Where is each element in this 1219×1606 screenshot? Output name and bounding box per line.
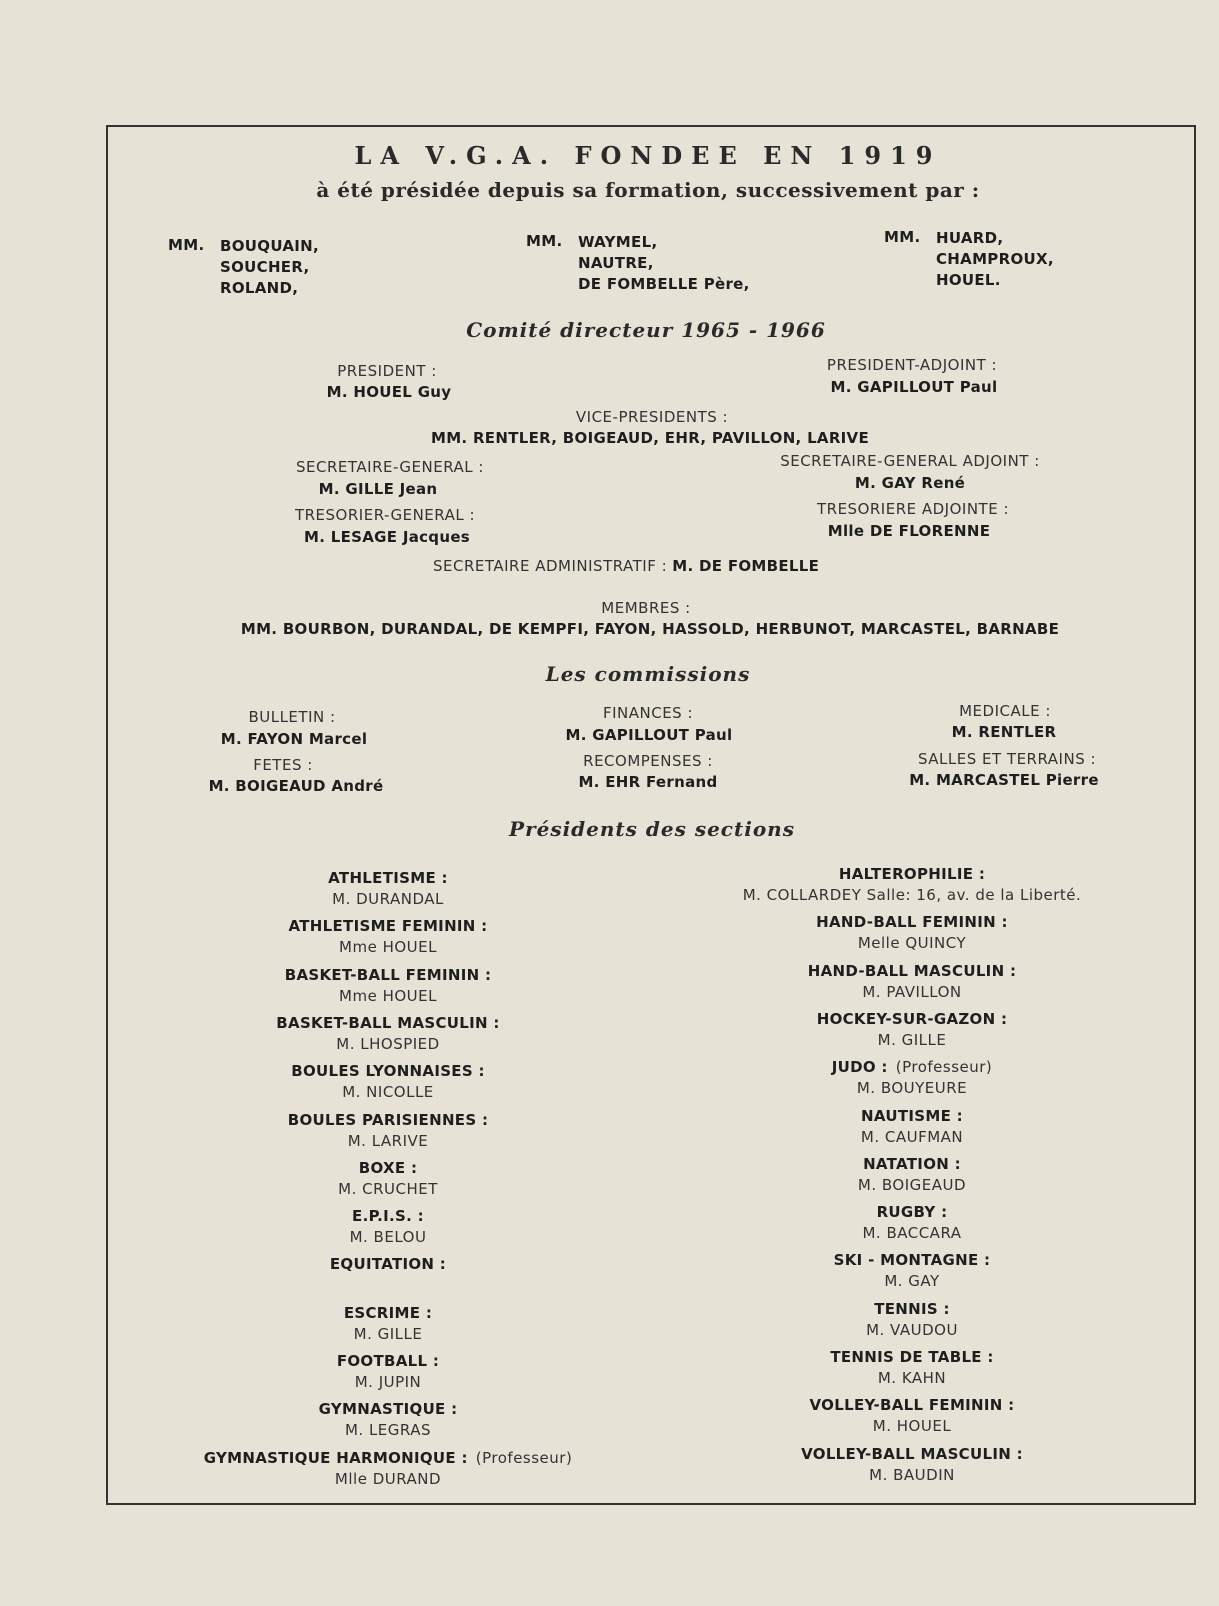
- past-presidents-group-2: [578, 232, 750, 295]
- commission-name: M. EHR Fernand: [578, 773, 718, 791]
- commissions-heading: Les commissions: [545, 662, 751, 686]
- section-note: (Professeur): [895, 1058, 993, 1077]
- section-note: (Professeur): [475, 1448, 573, 1467]
- past-presidents-group-1: [220, 236, 319, 299]
- section-label: [352, 1207, 424, 1225]
- commission-name: M. GAPILLOUT Paul: [565, 726, 733, 744]
- commission-name: M. RENTLER: [951, 723, 1057, 741]
- secretary-general-adjoint-label: SECRETAIRE-GENERAL ADJOINT :: [780, 452, 1040, 470]
- section-label: [276, 1014, 499, 1032]
- section-label: [810, 1396, 1015, 1414]
- secretary-general-name: M. GILLE Jean: [318, 480, 438, 498]
- treasurer-general-label: TRESORIER-GENERAL :: [294, 506, 476, 524]
- administrative-secretary-label: SECRETAIRE ADMINISTRATIF :: [433, 557, 668, 575]
- past-presidents-group-3: [936, 228, 1054, 291]
- section-label-text: EQUITATION :: [329, 1255, 447, 1274]
- section-label-text: FOOTBALL :: [336, 1352, 440, 1370]
- section-president: M. BAUDIN: [869, 1465, 955, 1484]
- section-president: M. COLLARDEY Salle: 16, av. de la Liberté.: [742, 886, 1082, 904]
- section-president: M. BELOU: [349, 1228, 427, 1247]
- vice-presidents-names: MM. RENTLER, BOIGEAUD, EHR, PAVILLON, LARIVE: [430, 429, 870, 447]
- section-label-text: E.P.I.S. :: [352, 1207, 424, 1226]
- section-label-text: GYMNASTIQUE :: [318, 1400, 458, 1419]
- section-label-text: TENNIS DE TABLE :: [830, 1348, 994, 1366]
- section-president: M. LEGRAS: [344, 1421, 432, 1440]
- section-label-text: HALTEROPHILIE :: [838, 865, 986, 883]
- treasurer-adjoint-name: Mlle DE FLORENNE: [827, 522, 991, 540]
- section-president: M. BOUYEURE: [856, 1079, 968, 1098]
- treasurer-adjoint-label: TRESORIERE ADJOINTE :: [816, 500, 1010, 518]
- secretary-general-label: SECRETAIRE-GENERAL :: [296, 458, 484, 476]
- past-presidents-prefix-3: MM.: [884, 228, 921, 246]
- commission-name: M. BOIGEAUD André: [208, 777, 384, 795]
- section-label: [289, 917, 488, 935]
- section-label-text: BOULES PARISIENNES :: [287, 1110, 489, 1129]
- section-president: M. LARIVE: [347, 1131, 429, 1150]
- section-label: [817, 1010, 1008, 1028]
- section-label-text: SKI - MONTAGNE :: [833, 1251, 991, 1270]
- section-label: [291, 1062, 485, 1080]
- section-label: [877, 1203, 948, 1221]
- past-president-name: NAUTRE,: [578, 254, 654, 272]
- section-label: [830, 1348, 993, 1366]
- section-label: [344, 1304, 432, 1322]
- section-president: M. BOIGEAUD: [857, 1175, 967, 1194]
- section-label-text: VOLLEY-BALL FEMININ :: [809, 1396, 1015, 1415]
- section-label-text: ESCRIME :: [343, 1303, 433, 1322]
- section-label: [874, 1300, 950, 1318]
- committee-heading: Comité directeur 1965 - 1966: [466, 318, 826, 342]
- section-label-text: BASKET-BALL FEMININ :: [284, 965, 492, 984]
- past-president-name: ROLAND,: [220, 279, 299, 297]
- section-label-text: NATATION :: [863, 1154, 961, 1173]
- treasurer-general-name: M. LESAGE Jacques: [303, 528, 471, 546]
- section-president: M. CAUFMAN: [860, 1127, 964, 1146]
- section-label: [319, 1400, 458, 1418]
- section-president: M. HOUEL: [872, 1417, 952, 1436]
- section-label: [359, 1159, 417, 1177]
- section-label: [204, 1449, 573, 1467]
- section-label: [288, 1111, 489, 1129]
- past-presidents-prefix-1: MM.: [168, 236, 205, 254]
- past-president-name: WAYMEL,: [578, 233, 658, 251]
- section-label: [863, 1155, 961, 1173]
- past-president-name: SOUCHER,: [220, 258, 310, 276]
- section-label-text: ATHLETISME FEMININ :: [288, 917, 488, 936]
- section-label-text: BOXE :: [358, 1158, 418, 1177]
- section-label-text: TENNIS :: [874, 1299, 950, 1318]
- vice-presidents-label: VICE-PRESIDENTS :: [575, 408, 729, 426]
- section-president: M. VAUDOU: [866, 1320, 958, 1339]
- section-label: [832, 1058, 993, 1076]
- section-label-text: HOCKEY-SUR-GAZON :: [816, 1009, 1008, 1028]
- section-president: Mme HOUEL: [339, 986, 437, 1005]
- section-label-text: BASKET-BALL MASCULIN :: [276, 1013, 500, 1032]
- past-president-name: CHAMPROUX,: [936, 250, 1054, 268]
- commission-label: BULLETIN :: [248, 708, 336, 726]
- administrative-secretary: [433, 557, 819, 575]
- section-label: [330, 1255, 446, 1273]
- section-label-text: JUDO :: [831, 1058, 888, 1077]
- secretary-general-adjoint-name: M. GAY René: [854, 474, 966, 492]
- commission-name: M. MARCASTEL Pierre: [909, 771, 1099, 789]
- section-president: M. BACCARA: [862, 1224, 962, 1243]
- past-president-name: DE FOMBELLE Père,: [578, 275, 750, 293]
- section-president: Melle QUINCY: [857, 934, 967, 953]
- page-subtitle: à été présidée depuis sa formation, successivement par :: [316, 178, 980, 202]
- section-president: M. LHOSPIED: [336, 1034, 440, 1053]
- past-presidents-prefix-2: MM.: [526, 232, 563, 250]
- members-label: MEMBRES :: [601, 599, 691, 617]
- section-president: M. DURANDAL: [332, 890, 444, 908]
- section-label-text: ATHLETISME :: [328, 869, 448, 887]
- section-president: M. NICOLLE: [342, 1083, 434, 1102]
- section-president: Mme HOUEL: [339, 938, 437, 957]
- president-adjoint-name: M. GAPILLOUT Paul: [830, 378, 998, 396]
- section-president: M. CRUCHET: [338, 1179, 438, 1198]
- section-president: M. PAVILLON: [862, 982, 962, 1001]
- members-names: MM. BOURBON, DURANDAL, DE KEMPFI, FAYON, HASSOLD, HERBUNOT, MARCASTEL, BARNABE: [240, 620, 1060, 638]
- sections-heading: Présidents des sections: [509, 817, 795, 841]
- section-president: M. GILLE: [353, 1324, 423, 1343]
- section-president: M. GAY: [884, 1272, 940, 1291]
- section-label: [337, 1352, 439, 1370]
- president-name: M. HOUEL Guy: [326, 383, 452, 401]
- section-label-text: HAND-BALL MASCULIN :: [807, 961, 1017, 980]
- commission-label: FINANCES :: [602, 704, 694, 722]
- past-president-name: BOUQUAIN,: [220, 237, 319, 255]
- president-label: PRESIDENT :: [337, 362, 437, 380]
- commission-label: FETES :: [253, 756, 313, 774]
- past-president-name: HUARD,: [936, 229, 1004, 247]
- section-label: [834, 1251, 991, 1269]
- section-label: [839, 865, 985, 883]
- section-label: [808, 962, 1017, 980]
- section-label: [285, 966, 492, 984]
- commission-name: M. FAYON Marcel: [220, 730, 368, 748]
- section-president: M. GILLE: [877, 1030, 947, 1049]
- section-president: M. KAHN: [877, 1369, 947, 1387]
- section-label: [801, 1445, 1023, 1463]
- section-label: [328, 869, 448, 887]
- section-label-text: GYMNASTIQUE HARMONIQUE :: [203, 1448, 468, 1467]
- section-label-text: RUGBY :: [876, 1203, 948, 1222]
- commission-label: RECOMPENSES :: [583, 752, 713, 770]
- section-label-text: VOLLEY-BALL MASCULIN :: [801, 1444, 1023, 1463]
- commission-label: MEDICALE :: [959, 702, 1051, 720]
- section-label-text: HAND-BALL FEMININ :: [816, 913, 1008, 932]
- section-label: [816, 913, 1008, 931]
- page-title: LA V.G.A. FONDEE EN 1919: [354, 141, 942, 170]
- president-adjoint-label: PRESIDENT-ADJOINT :: [826, 356, 998, 374]
- section-label-text: NAUTISME :: [861, 1106, 963, 1125]
- section-label: [861, 1107, 963, 1125]
- section-president: Mlle DURAND: [334, 1469, 442, 1488]
- past-president-name: HOUEL.: [936, 271, 1001, 289]
- commission-label: SALLES ET TERRAINS :: [917, 750, 1097, 768]
- section-label-text: BOULES LYONNAISES :: [291, 1062, 485, 1081]
- section-president: M. JUPIN: [354, 1373, 422, 1391]
- administrative-secretary-name: M. DE FOMBELLE: [672, 557, 820, 575]
